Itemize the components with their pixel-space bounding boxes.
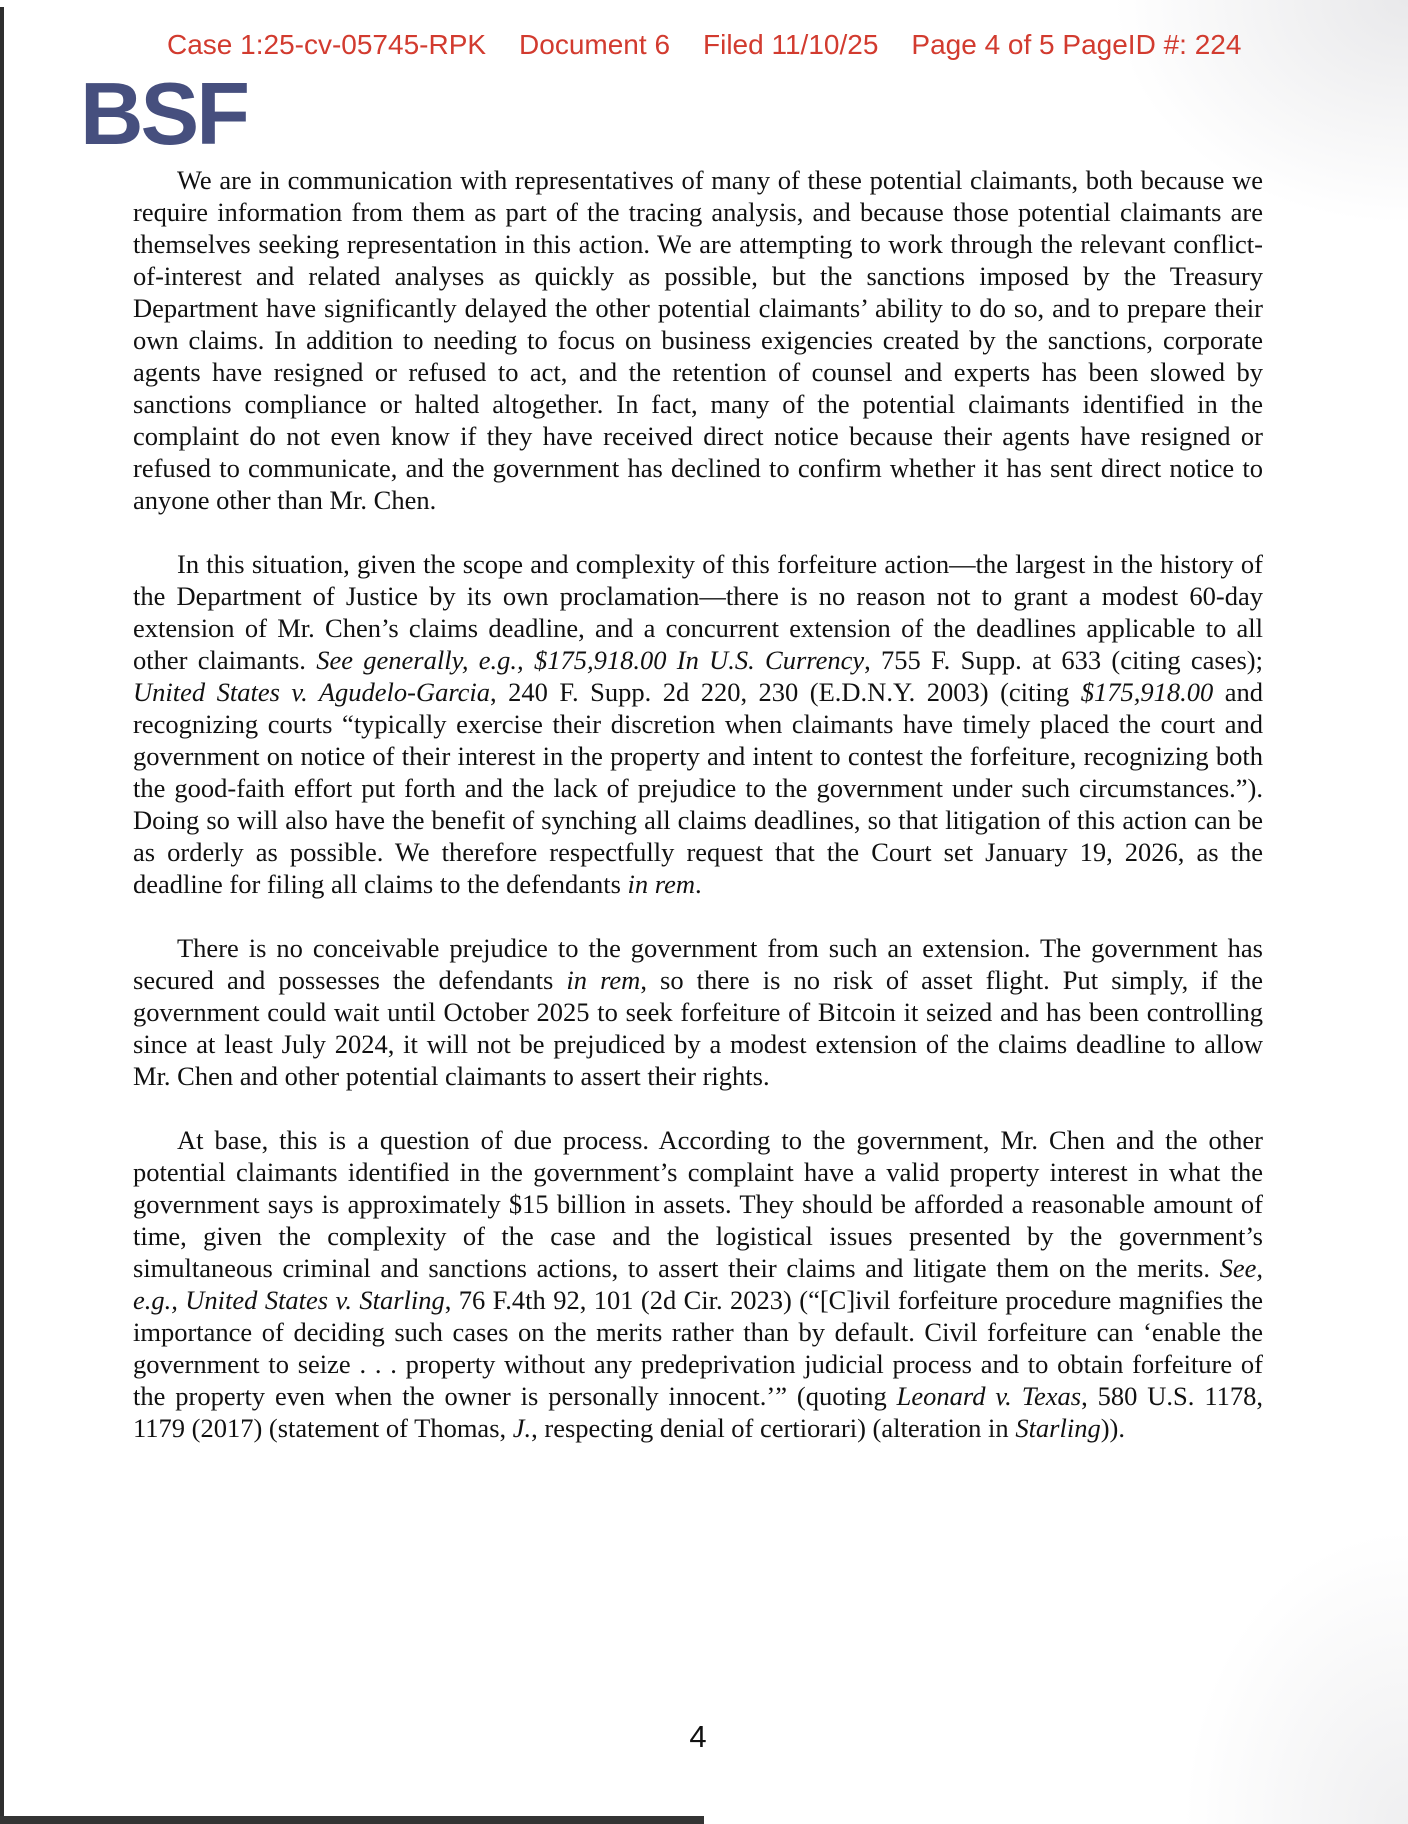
- paragraph: [133, 1124, 1263, 1444]
- text-run: , so there is no risk of asset flight. Put simply, if the government could wait until October 2025 to seek forfeiture of Bitcoin it seized and has been controlling since at least July 2024, it will not be prejudiced by a modest extension of the claims deadline to allow Mr. Chen and other potential claimants to assert their rights.: [133, 965, 1264, 1091]
- text-run: In this situation, given the scope and complexity of this forfeiture action—the largest in the history of the Department of Justice by its own proclamation—there is no reason not to grant a modest 60-day extension of Mr. Chen’s claims deadline, and a concurrent extension of the deadlines applicable to all other claimants.: [133, 549, 1263, 675]
- text-run: , 76 F.4th 92, 101 (2d Cir. 2023) (“[C]ivil forfeiture procedure magnifies the importance of deciding such cases on the merits rather than by default. Civil forfeiture can ‘enable the government to seize . . . property without any predeprivation judicial process and to obtain forfeiture of the property even when the owner is personally innocent.’” (quoting: [133, 1285, 1263, 1411]
- text-run: There is no conceivable prejudice to the government from such an extension. The government has secured and possesses the defendants: [133, 933, 1263, 995]
- text-run: and recognizing courts “typically exercise their discretion when claimants have timely placed the court and government on notice of their interest in the property and intent to contest the forfeiture, recognizing both the good-faith effort put forth and the lack of prejudice to the government under such circumstances.”). Doing so will also have the benefit of synching all claims deadlines, so that litigation of this action can be as orderly as possible. We therefore respectfully request that the Court set January 19, 2026, as the deadline for filing all claims to the defendants: [133, 677, 1263, 899]
- paragraph: [133, 164, 1263, 516]
- scan-edge-left-bar: [0, 7, 4, 1824]
- filed-date: Filed 11/10/25: [703, 29, 879, 60]
- text-run: , 755 F. Supp. at 633 (citing cases);: [864, 645, 1263, 675]
- italic-run: J.: [512, 1413, 532, 1443]
- page-number: 4: [689, 1719, 707, 1754]
- italic-run: Starling: [1015, 1413, 1101, 1443]
- page-id-stamp: Page 4 of 5 PageID #: 224: [911, 29, 1242, 60]
- italic-run: See, e.g., United States v. Starling: [133, 1253, 1263, 1315]
- italic-run: $175,918.00: [1080, 677, 1214, 707]
- italic-run: United States v. Agudelo-Garcia: [133, 677, 491, 707]
- scan-edge-bottom-bar: [0, 1816, 704, 1824]
- document-number: Document 6: [519, 29, 671, 60]
- case-stamp-header: [167, 28, 1241, 62]
- case-number: Case 1:25-cv-05745-RPK: [167, 29, 487, 60]
- text-run: , 580 U.S. 1178, 1179 (2017) (statement of Thomas,: [133, 1381, 1263, 1443]
- text-run: , 240 F. Supp. 2d 220, 230 (E.D.N.Y. 2003) (citing: [490, 677, 1081, 707]
- paragraph: [133, 548, 1263, 900]
- italic-run: See generally, e.g., $175,918.00 In U.S. Currency: [316, 645, 865, 675]
- text-run: , respecting denial of certiorari) (alteration in: [531, 1413, 1016, 1443]
- text-run: )).: [1100, 1413, 1125, 1443]
- text-run: At base, this is a question of due process. According to the government, Mr. Chen and the other potential claimants identified in the government’s complaint have a valid property interest in what the government says is approximately $15 billion in assets. They should be afforded a reasonable amount of time, given the complexity of the case and the logistical issues presented by the government’s simultaneous criminal and sanctions actions, to assert their claims and litigate them on the merits.: [133, 1125, 1263, 1283]
- italic-run: in rem: [566, 965, 641, 995]
- paragraph: [133, 932, 1263, 1092]
- italic-run: Leonard v. Texas: [896, 1381, 1082, 1411]
- bsf-logo: BSF: [80, 64, 247, 163]
- text-run: We are in communication with representatives of many of these potential claimants, both because we require information from them as part of the tracing analysis, and because those potential claimants are themselves seeking representation in this action. We are attempting to work through the relevant conflict-of-interest and related analyses as quickly as possible, but the sanctions imposed by the Treasury Department have significantly delayed the other potential claimants’ ability to do so, and to prepare their own claims. In addition to needing to focus on business exigencies created by the sanctions, corporate agents have resigned or refused to act, and the retention of counsel and experts has been slowed by sanctions compliance or halted altogether. In fact, many of the potential claimants identified in the complaint do not even know if they have received direct notice because their agents have resigned or refused to communicate, and the government has declined to confirm whether it has sent direct notice to anyone other than Mr. Chen.: [133, 165, 1263, 515]
- text-run: .: [694, 869, 702, 899]
- italic-run: in rem: [627, 869, 695, 899]
- document-body: [133, 164, 1263, 1444]
